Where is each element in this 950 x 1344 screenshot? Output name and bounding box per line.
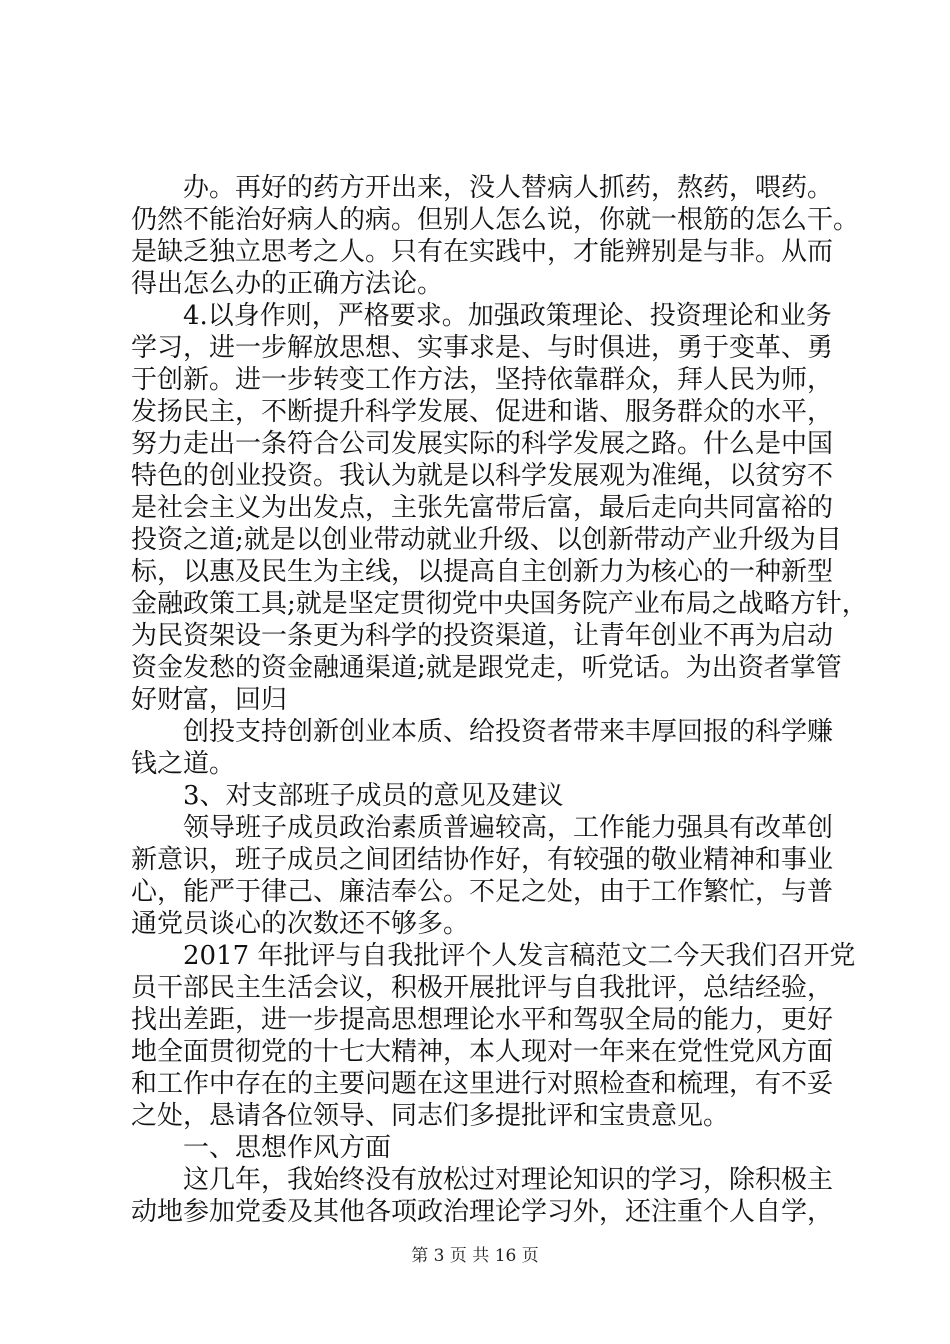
text-line: 3、对支部班子成员的意见及建议 bbox=[183, 781, 564, 811]
text-line: 金融政策工具;就是坚定贯彻党中央国务院产业布局之战略方针， bbox=[131, 589, 868, 619]
text-line: 之处，恳请各位领导、同志们多提批评和宝贵意见。 bbox=[131, 1101, 730, 1131]
text-line: 这几年，我始终没有放松过对理论知识的学习，除积极主 bbox=[183, 1165, 834, 1195]
text-line: 努力走出一条符合公司发展实际的科学发展之路。什么是中国 bbox=[131, 429, 834, 459]
document-body bbox=[131, 172, 868, 1228]
text-line: 和工作中存在的主要问题在这里进行对照检查和梳理，有不妥 bbox=[131, 1069, 834, 1099]
text-line: 2017 年批评与自我批评个人发言稿范文二今天我们召开党 bbox=[183, 941, 856, 971]
text-line: 一、思想作风方面 bbox=[183, 1133, 392, 1163]
text-line: 为民资架设一条更为科学的投资渠道，让青年创业不再为启动 bbox=[131, 621, 834, 651]
text-line: 心，能严于律己、廉洁奉公。不足之处，由于工作繁忙，与普 bbox=[131, 877, 834, 907]
text-line: 标，以惠及民生为主线，以提高自主创新力为核心的一种新型 bbox=[131, 557, 834, 587]
text-line: 好财富，回归 bbox=[131, 685, 288, 715]
page-footer: 第 3 页 共 16 页 bbox=[411, 1246, 539, 1266]
text-line: 新意识，班子成员之间团结协作好，有较强的敬业精神和事业 bbox=[131, 845, 834, 875]
text-line: 资金发愁的资金融通渠道;就是跟党走，听党话。为出资者掌管 bbox=[131, 653, 842, 683]
text-line: 是缺乏独立思考之人。只有在实践中，才能辨别是与非。从而 bbox=[131, 237, 834, 267]
text-line: 发扬民主，不断提升科学发展、促进和谐、服务群众的水平， bbox=[131, 397, 834, 427]
text-line: 创投支持创新创业本质、给投资者带来丰厚回报的科学赚 bbox=[183, 717, 834, 747]
text-line: 仍然不能治好病人的病。但别人怎么说，你就一根筋的怎么干。 bbox=[131, 205, 860, 235]
text-line: 员干部民主生活会议，积极开展批评与自我批评，总结经验， bbox=[131, 973, 834, 1003]
text-line: 地全面贯彻党的十七大精神，本人现对一年来在党性党风方面 bbox=[131, 1037, 834, 1067]
text-line: 于创新。进一步转变工作方法，坚持依靠群众，拜人民为师， bbox=[131, 365, 834, 395]
text-line: 特色的创业投资。我认为就是以科学发展观为准绳，以贫穷不 bbox=[131, 461, 834, 491]
text-line: 办。再好的药方开出来，没人替病人抓药，熬药，喂药。 bbox=[183, 173, 834, 203]
text-line: 投资之道;就是以创业带动就业升级、以创新带动产业升级为目 bbox=[131, 525, 842, 555]
text-line: 得出怎么办的正确方法论。 bbox=[131, 269, 444, 299]
text-line: 找出差距，进一步提高思想理论水平和驾驭全局的能力，更好 bbox=[131, 1005, 834, 1035]
text-line: 领导班子成员政治素质普遍较高，工作能力强具有改革创 bbox=[183, 813, 834, 843]
text-line: 是社会主义为出发点，主张先富带后富，最后走向共同富裕的 bbox=[131, 493, 834, 523]
text-line: 学习，进一步解放思想、实事求是、与时俱进，勇于变革、勇 bbox=[131, 333, 834, 363]
text-line: 通党员谈心的次数还不够多。 bbox=[131, 909, 470, 939]
text-line: 4.以身作则，严格要求。加强政策理论、投资理论和业务 bbox=[183, 301, 832, 331]
text-line: 动地参加党委及其他各项政治理论学习外，还注重个人自学， bbox=[131, 1197, 834, 1227]
text-line: 钱之道。 bbox=[131, 749, 236, 779]
